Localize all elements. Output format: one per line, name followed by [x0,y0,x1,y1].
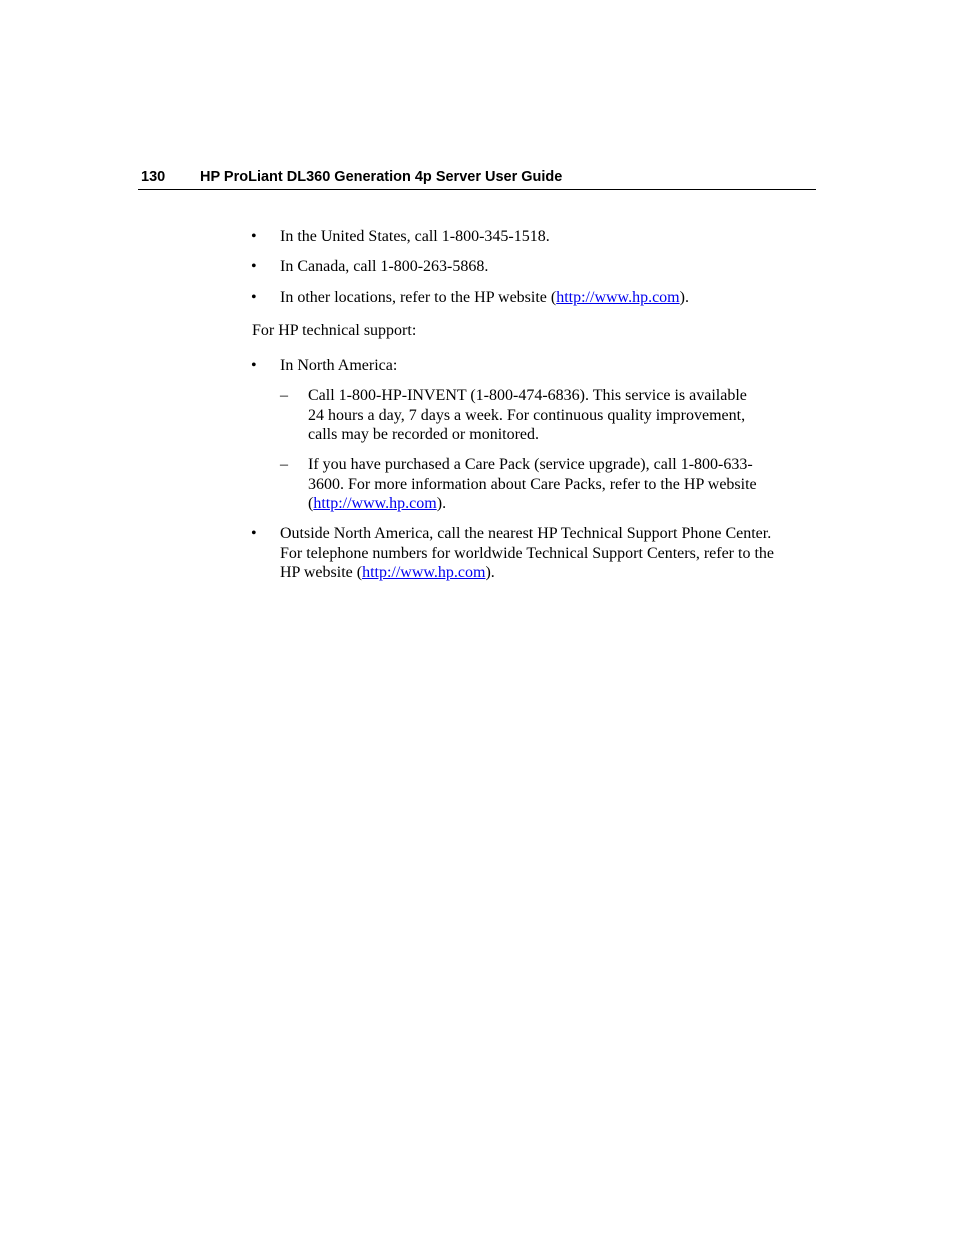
hp-website-link[interactable]: http://www.hp.com [556,289,680,306]
text-fragment: ). [485,564,495,581]
text-line: Outside North America, call the nearest HP Technical Support Phone Center. [280,525,772,542]
bullet-icon: • [251,357,257,374]
text-line: Call 1-800-HP-INVENT (1-800-474-6836). This service is available [308,387,747,404]
bullet-icon: • [251,228,257,245]
bullet-icon: • [251,258,257,275]
text-line [308,494,757,514]
hp-website-link[interactable]: http://www.hp.com [313,495,437,512]
text-line [280,563,774,583]
text-line: 24 hours a day, 7 days a week. For continuous quality improvement, [308,406,746,424]
list-item-other [280,288,689,308]
text-fragment: In other locations, refer to the HP website ( [280,289,557,306]
text-fragment: ). [436,495,447,512]
bullet-icon: • [251,525,257,542]
text-line: For telephone numbers for worldwide Technical Support Centers, refer to the [280,544,774,562]
running-header [138,168,816,190]
dash-icon: – [280,456,288,473]
support-intro: For HP technical support: [252,322,417,339]
list-item-north-america: In North America: [280,357,398,374]
list-item-us: In the United States, call 1-800-345-1518. [280,228,550,245]
hp-website-link[interactable]: http://www.hp.com [362,564,486,581]
text-fragment: ). [679,289,689,306]
list-item-outside-north-america [280,524,774,583]
document-title: HP ProLiant DL360 Generation 4p Server User Guide [200,169,563,185]
list-item-canada: In Canada, call 1-800-263-5868. [280,258,489,275]
dash-icon: – [280,387,288,404]
text-fragment: HP website ( [280,564,363,581]
sub-item-care-pack [308,455,757,514]
sub-item-hp-invent [308,386,747,445]
page-number: 130 [141,169,166,185]
bullet-icon: • [251,289,257,306]
text-line: If you have purchased a Care Pack (service upgrade), call 1-800-633- [308,456,753,473]
text-line: calls may be recorded or monitored. [308,426,540,443]
text-fragment: ( [308,495,314,512]
text-line: 3600. For more information about Care Packs, refer to the HP website [308,475,757,493]
